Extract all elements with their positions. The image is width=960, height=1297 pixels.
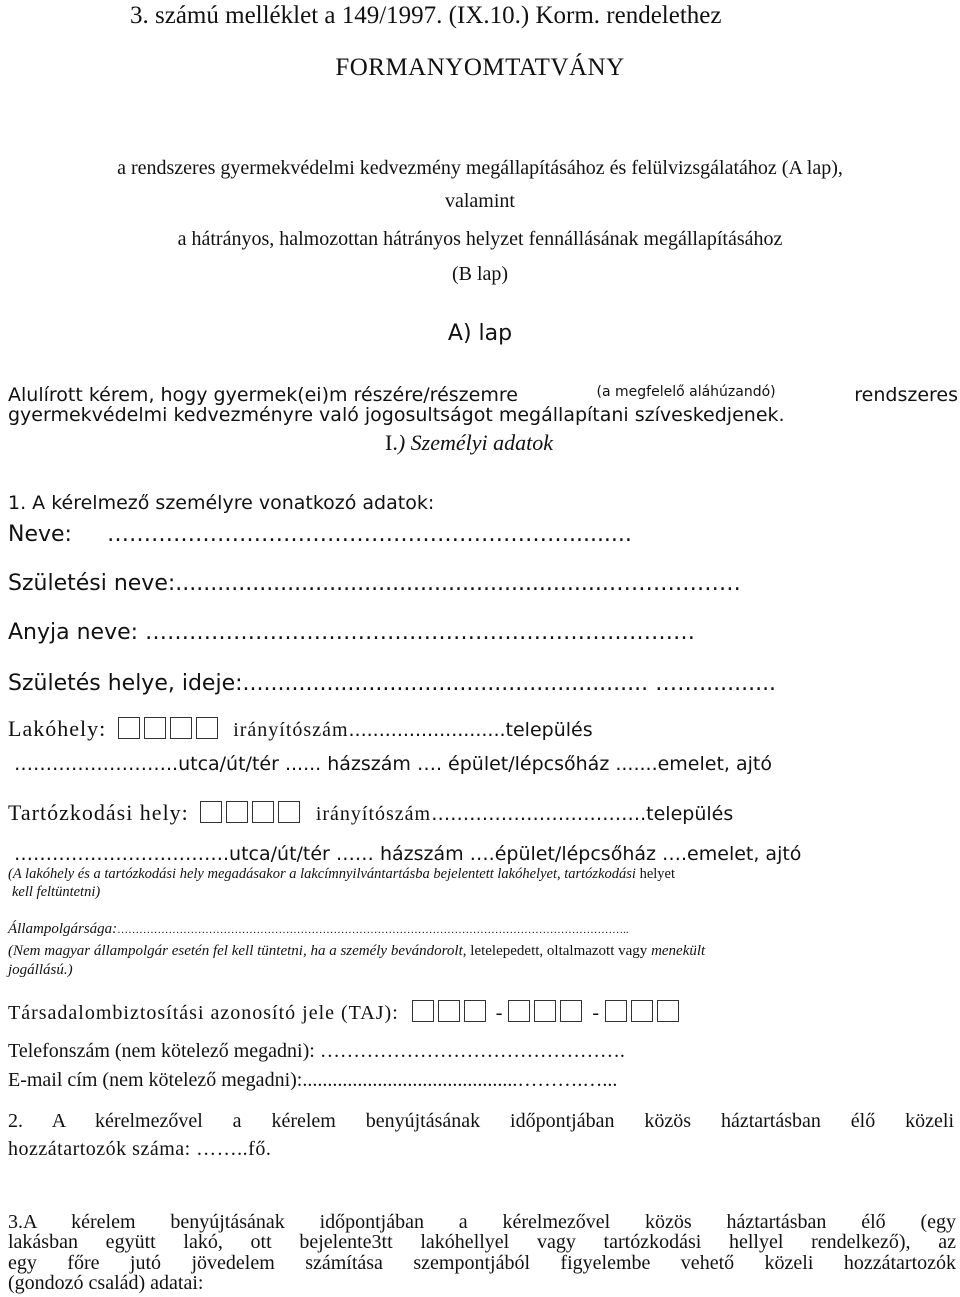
section-personal-data: [385, 430, 956, 456]
taj-digit-box[interactable]: [657, 1000, 679, 1022]
relatives-line-2: lakásban együtt lakó, ott bejelente3tt lakóhellyel vagy tartózkodási hellyel rendelkező), az: [8, 1231, 956, 1253]
relatives-line-1: 3.A kérelem benyújtásának időpontjában a kérelmezővel közös háztartásban élő (egy: [8, 1211, 956, 1233]
household-count-line-1: 2. A kérelmezővel a kérelem benyújtásának időpontjában közös háztartásban élő közeli: [8, 1110, 954, 1132]
zip-digit-box[interactable]: [200, 801, 222, 823]
name-row: [8, 522, 956, 547]
purpose-line-3: a hátrányos, halmozottan hátrányos helyzet fennállásának megállapításához: [177, 228, 783, 250]
zip-digit-box[interactable]: [170, 717, 192, 739]
zip-digit-box[interactable]: [144, 717, 166, 739]
residence-zip-boxes[interactable]: [118, 716, 222, 742]
zip-digit-box[interactable]: [278, 801, 300, 823]
taj-row: [8, 1000, 956, 1025]
sheet-label: A) lap: [447, 321, 513, 346]
stay-zip-boxes[interactable]: [200, 800, 304, 826]
relatives-line-3: egy főre jutó jövedelem számítása szempontjából figyelembe vehető közeli hozzátartozók: [8, 1252, 956, 1274]
applicant-heading: 1. A kérelmező személyre vonatkozó adatok:: [8, 492, 435, 514]
form-title: FORMANYOMTATVÁNY: [335, 54, 625, 81]
purpose-line-2: valamint: [445, 190, 515, 212]
mother-name-row: [8, 620, 956, 645]
stay-street-row[interactable]: …………………………….utca/út/tér …… házszám ….épület/lépcsőház ….emelet, ajtó: [14, 843, 802, 865]
citizenship-note-line-1: [8, 943, 956, 960]
section-number: I.: [385, 430, 398, 455]
address-note-tail: helyet: [639, 866, 675, 882]
residence-street-row[interactable]: ……………………..utca/út/tér ...... házszám …. épület/lépcsőház .......emelet, ajtó: [14, 753, 772, 775]
section-title: ) Személyi adatok: [397, 430, 553, 455]
residence-label: Lakóhely:: [8, 716, 107, 741]
zip-digit-box[interactable]: [226, 801, 248, 823]
relatives-line-4: (gondozó család) adatai:: [8, 1272, 204, 1294]
taj-digit-box[interactable]: [560, 1000, 582, 1022]
taj-digit-box[interactable]: [508, 1000, 530, 1022]
zip-digit-box[interactable]: [196, 717, 218, 739]
address-note-line-2: kell feltüntetni): [12, 884, 101, 900]
taj-boxes[interactable]: [412, 1000, 683, 1025]
phone-row: [8, 1040, 956, 1063]
citizenship-label: Állampolgársága:: [8, 921, 118, 937]
name-field[interactable]: ……………………………………………………….........: [106, 522, 632, 547]
citizenship-note-text: (Nem magyar állampolgár esetén fel kell tüntetni, ha a személy bevándorolt,: [8, 943, 467, 959]
address-note-text: (A lakóhely és a tartózkodási hely megadásakor a lakcímnyilvántartásba bejelentett lakóhelyet, tartózkodási: [8, 866, 636, 882]
stay-label: Tartózkodási hely:: [8, 800, 189, 825]
taj-digit-box[interactable]: [605, 1000, 627, 1022]
name-label: Neve:: [8, 522, 72, 547]
zip-digit-box[interactable]: [252, 801, 274, 823]
residence-zip-label: irányítószám: [233, 719, 349, 741]
request-text-tail: rendszeres: [854, 384, 958, 406]
taj-label: Társadalombiztosítási azonosító jele (TAJ):: [8, 1002, 399, 1024]
taj-separator: -: [495, 1002, 503, 1024]
birth-name-label: Születési neve:: [8, 571, 176, 596]
email-label: E-mail cím (nem kötelező megadni):: [8, 1069, 303, 1091]
request-text: Alulírott kérem, hogy gyermek(ei)m részére/részemre: [8, 384, 518, 406]
email-row: [8, 1069, 956, 1092]
request-line-1: [8, 384, 958, 406]
taj-digit-box[interactable]: [464, 1000, 486, 1022]
birth-name-field[interactable]: ..............................................................………………: [175, 571, 741, 596]
zip-digit-box[interactable]: [118, 717, 140, 739]
taj-digit-box[interactable]: [412, 1000, 434, 1022]
request-underline-note: (a megfelelő aláhúzandó): [596, 384, 776, 400]
stay-zip-label: irányítószám: [315, 803, 432, 825]
annex-title: 3. számú melléklet a 149/1997. (IX.10.) Korm. rendelethez: [130, 2, 722, 29]
household-count-line-2: hozzátartozók száma: ……..fő.: [8, 1138, 272, 1160]
citizenship-note-status: letelepedett, oltalmazott: [470, 943, 615, 959]
stay-settlement[interactable]: …………………………….település: [431, 803, 734, 825]
taj-digit-box[interactable]: [631, 1000, 653, 1022]
citizenship-row: [8, 921, 956, 938]
citizenship-note-line-2: jogállású.): [8, 962, 73, 978]
taj-digit-box[interactable]: [438, 1000, 460, 1022]
purpose-line-4: (B lap): [451, 263, 509, 285]
address-note-line-1: [8, 866, 956, 883]
email-field[interactable]: ...........................................……….…...: [302, 1069, 618, 1091]
purpose-line-1: a rendszeres gyermekvédelmi kedvezmény megállapításához és felülvizsgálatához (A lap),: [117, 157, 843, 179]
taj-separator: -: [592, 1002, 600, 1024]
citizenship-note-or: vagy: [618, 943, 648, 959]
birth-name-row: [8, 571, 956, 596]
residence-settlement[interactable]: ..........................település: [348, 719, 593, 741]
residence-row: [8, 716, 956, 742]
phone-label: Telefonszám (nem kötelező megadni):: [8, 1040, 315, 1062]
mother-name-field[interactable]: …………………………………………………………………: [138, 620, 696, 645]
mother-name-label: Anyja neve:: [8, 620, 139, 645]
taj-digit-box[interactable]: [534, 1000, 556, 1022]
birth-place-field[interactable]: .......................................................... ……...........: [242, 671, 777, 696]
birth-place-row: [8, 671, 956, 696]
request-line-2: gyermekvédelmi kedvezményre való jogosultságot megállapítani szíveskedjenek.: [8, 404, 785, 426]
phone-field[interactable]: ……………………………………….: [314, 1040, 625, 1062]
stay-row: [8, 800, 956, 826]
citizenship-field[interactable]: …………………………………………………………………………………………………………………………..: [117, 924, 629, 936]
citizenship-note-refugee: menekült: [651, 943, 706, 959]
birth-place-label: Születés helye, ideje:: [8, 671, 243, 696]
